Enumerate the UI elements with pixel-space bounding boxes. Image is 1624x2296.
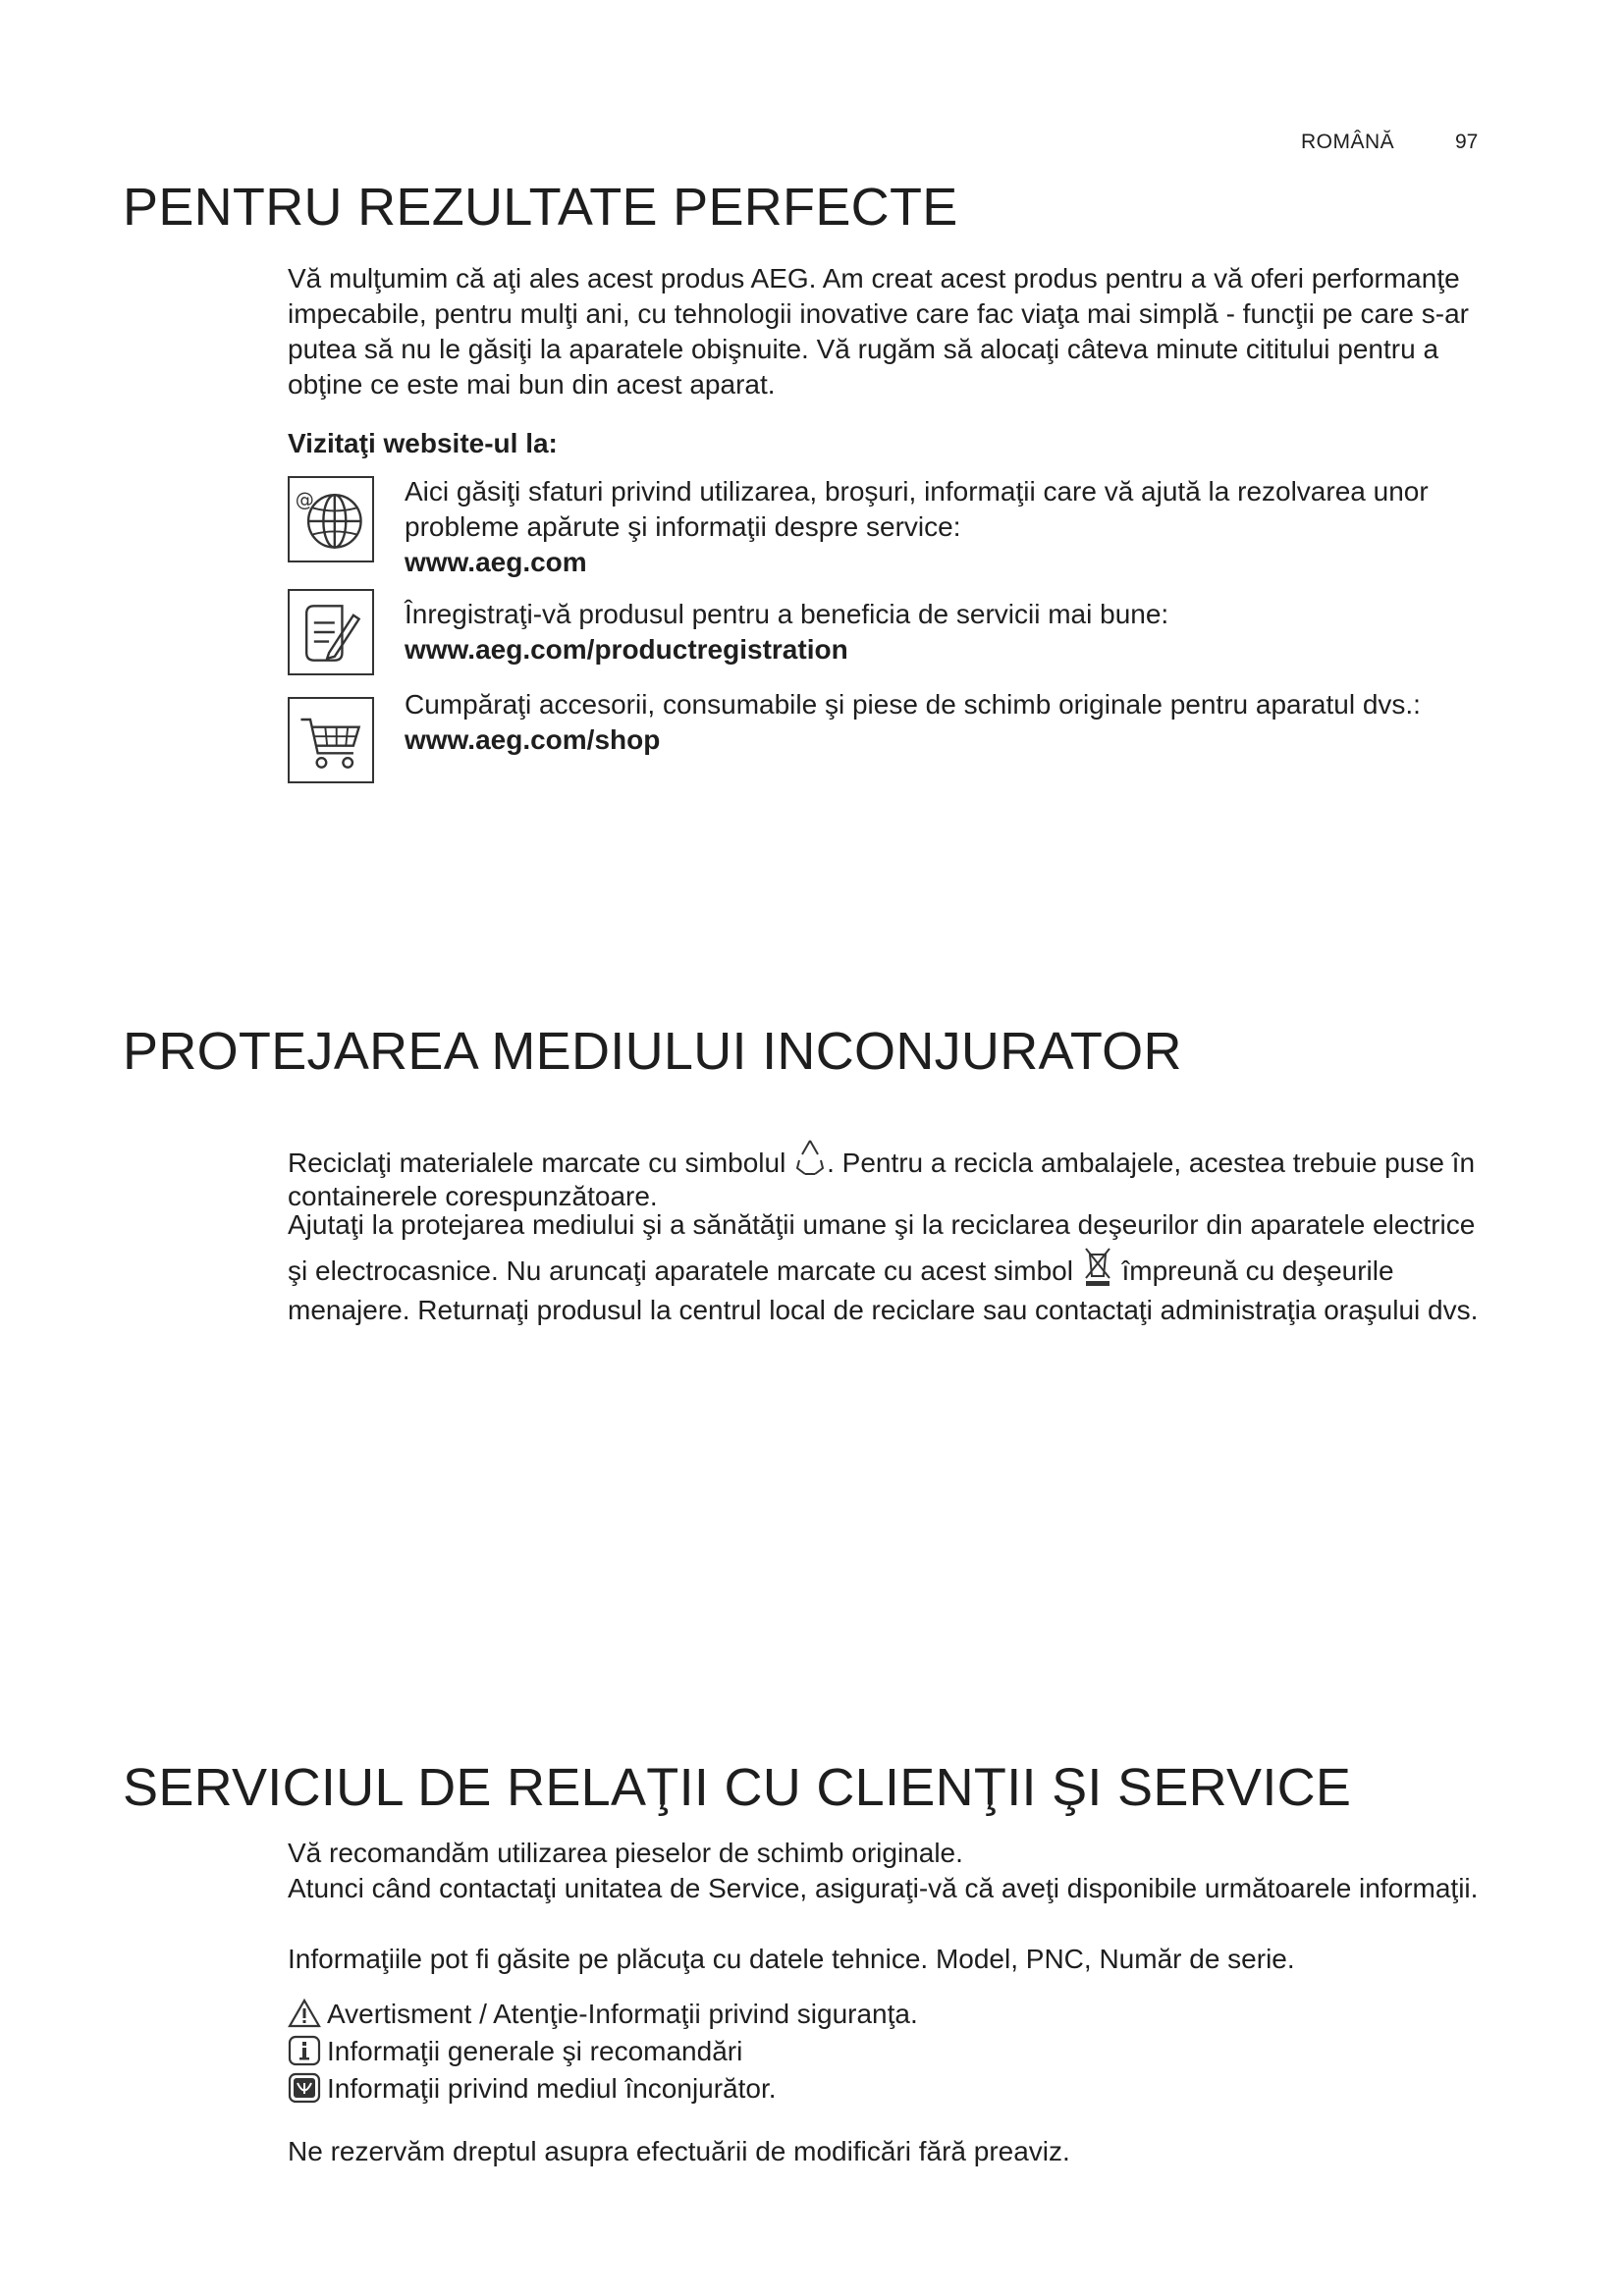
recycle-symbol-icon: [793, 1137, 827, 1180]
service-line-2: Atunci când contactaţi unitatea de Service, asiguraţi-vă că aveţi disponibile următoarele informaţii.: [288, 1873, 1479, 1903]
recycle-text-after: . Pentru a recicla ambalajele, acestea trebuie puse în containerele corespunzătoare.: [288, 1148, 1476, 1211]
weee-text-before: Ajutaţi la protejarea mediului şi a sănătăţii umane şi la reciclarea deşeurilor din aparatele electrice şi electrocasnice. Nu aruncaţi aparatele marcate cu acest simbol: [288, 1209, 1476, 1286]
section-title-perfect-results: PENTRU REZULTATE PERFECTE: [123, 178, 958, 237]
section-title-environment: PROTEJAREA MEDIULUI INCONJURATOR: [123, 1022, 1182, 1081]
weee-paragraph: [288, 1205, 1495, 1330]
link-item-website: [405, 474, 1504, 580]
weee-text-after: împreună cu deşeurile menajere. Returnaţi produsul la centrul local de reciclare sau contactaţi administraţia oraşului dvs.: [288, 1255, 1479, 1325]
link-url-aeg[interactable]: www.aeg.com: [405, 547, 587, 577]
crossed-bin-icon: [1081, 1245, 1114, 1288]
warning-triangle-icon: [288, 1998, 321, 2029]
link-description: Cumpăraţi accesorii, consumabile şi piese de schimb originale pentru aparatul dvs.:: [405, 689, 1421, 720]
web-globe-icon: [288, 476, 374, 562]
legend-warning: [288, 1997, 918, 2032]
link-description: Înregistraţi-vă produsul pentru a beneficia de servicii mai bune:: [405, 599, 1169, 629]
visit-website-label: Vizitaţi website-ul la:: [288, 428, 558, 458]
legend-text: Informaţii generale şi recomandări: [327, 2036, 743, 2066]
environment-icon: [288, 2072, 321, 2104]
legend-environment: [288, 2071, 777, 2107]
recycle-text-before: Reciclaţi materialele marcate cu simbolul: [288, 1148, 794, 1178]
svg-text:@: @: [295, 488, 314, 511]
service-line-3: Informaţiile pot fi găsite pe plăcuţa cu datele tehnice. Model, PNC, Număr de serie.: [288, 1944, 1295, 1974]
register-document-icon: [288, 589, 374, 675]
service-line-1: Vă recomandăm utilizarea pieselor de schimb originale.: [288, 1838, 963, 1868]
disclaimer: Ne rezervăm dreptul asupra efectuării de modificări fără preaviz.: [288, 2136, 1070, 2166]
link-item-registration: [405, 597, 1504, 667]
link-url-shop[interactable]: www.aeg.com/shop: [405, 724, 661, 755]
header-language: ROMÂNĂ: [1301, 131, 1395, 153]
shopping-cart-icon: [288, 697, 374, 783]
legend-info: [288, 2034, 742, 2069]
link-description: Aici găsiţi sfaturi privind utilizarea, broşuri, informaţii care vă ajută la rezolvarea unor probleme apărute şi informaţii despre service:: [405, 476, 1429, 542]
recycle-paragraph: [288, 1137, 1495, 1213]
legend-text: Informaţii privind mediul înconjurător.: [327, 2073, 777, 2104]
section-title-customer-service: SERVICIUL DE RELAŢII CU CLIENŢII ŞI SERVICE: [123, 1758, 1352, 1817]
page-number: 97: [1455, 131, 1479, 153]
legend-text: Avertisment / Atenţie-Informaţii privind siguranţa.: [327, 1999, 918, 2029]
link-item-shop: [405, 687, 1504, 758]
intro-paragraph: Vă mulţumim că aţi ales acest produs AEG. Am creat acest produs pentru a vă oferi performanţe impecabile, pentru mulţi ani, cu tehnologii inovative care fac viaţa mai simplă - funcţii pe care s-ar putea să nu le găsiţi la aparatele obişnuite. Vă rugăm să alocaţi câteva minute cititului pentru a obţine ce este mai bun din acest aparat.: [288, 263, 1470, 400]
info-icon: [288, 2035, 321, 2066]
link-url-registration[interactable]: www.aeg.com/productregistration: [405, 634, 848, 665]
